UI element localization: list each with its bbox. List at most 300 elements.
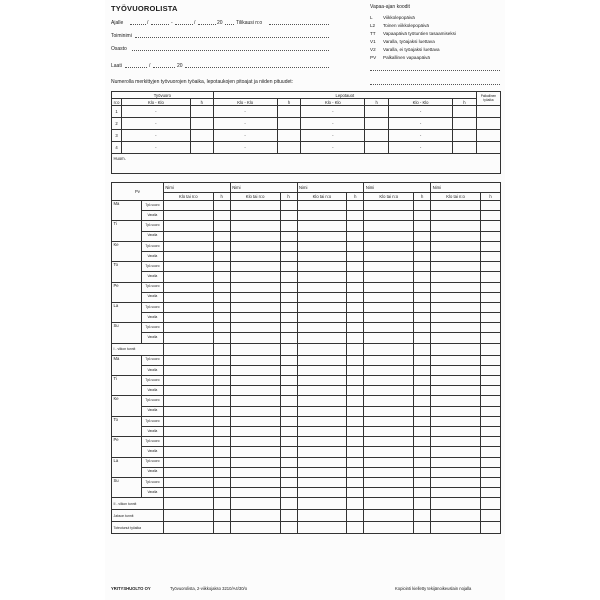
hours-entry-cell[interactable] xyxy=(280,262,297,272)
hours-entry-cell[interactable] xyxy=(480,467,500,477)
hours-entry-cell[interactable] xyxy=(414,262,431,272)
shift-entry-cell[interactable] xyxy=(431,355,481,365)
hours-entry-cell[interactable] xyxy=(347,313,364,323)
hours-entry-cell[interactable] xyxy=(213,262,230,272)
hours-entry-cell[interactable] xyxy=(347,522,364,534)
hours-entry-cell[interactable] xyxy=(213,365,230,375)
break-time-cell[interactable]: - xyxy=(213,118,277,130)
shift-entry-cell[interactable] xyxy=(297,365,347,375)
shift-entry-cell[interactable] xyxy=(364,396,414,406)
shift-entry-cell[interactable] xyxy=(364,437,414,447)
hours-entry-cell[interactable] xyxy=(213,323,230,333)
shift-entry-cell[interactable] xyxy=(230,221,280,231)
shift-entry-cell[interactable] xyxy=(431,457,481,467)
break-time-cell[interactable]: - xyxy=(213,142,277,154)
year-field[interactable] xyxy=(225,20,234,25)
hours-entry-cell[interactable] xyxy=(414,386,431,396)
hours-entry-cell[interactable] xyxy=(213,498,230,510)
break-time-cell[interactable]: - xyxy=(389,118,453,130)
paid-hours-cell[interactable] xyxy=(476,106,500,118)
hours-entry-cell[interactable] xyxy=(480,211,500,221)
break-time-cell[interactable]: - xyxy=(301,118,365,130)
hours-entry-cell[interactable] xyxy=(480,406,500,416)
shift-entry-cell[interactable] xyxy=(163,467,213,477)
hours-entry-cell[interactable] xyxy=(414,211,431,221)
hours-entry-cell[interactable] xyxy=(213,510,230,522)
shift-entry-cell[interactable] xyxy=(163,510,213,522)
shift-entry-cell[interactable] xyxy=(230,282,280,292)
shift-entry-cell[interactable] xyxy=(364,386,414,396)
hours-entry-cell[interactable] xyxy=(480,416,500,426)
hours-cell[interactable] xyxy=(190,142,213,154)
hours-entry-cell[interactable] xyxy=(213,406,230,416)
hours-entry-cell[interactable] xyxy=(347,262,364,272)
shift-entry-cell[interactable] xyxy=(431,426,481,436)
employee-name-field[interactable] xyxy=(230,183,297,193)
hours-entry-cell[interactable] xyxy=(414,333,431,343)
hours-entry-cell[interactable] xyxy=(213,201,230,211)
hours-entry-cell[interactable] xyxy=(280,477,297,487)
shift-entry-cell[interactable] xyxy=(230,406,280,416)
shift-entry-cell[interactable] xyxy=(230,416,280,426)
shift-entry-cell[interactable] xyxy=(163,522,213,534)
shift-entry-cell[interactable] xyxy=(431,272,481,282)
hours-entry-cell[interactable] xyxy=(213,447,230,457)
shift-entry-cell[interactable] xyxy=(230,396,280,406)
hours-entry-cell[interactable] xyxy=(347,437,364,447)
shift-entry-cell[interactable] xyxy=(297,396,347,406)
codes-extra-field[interactable] xyxy=(370,66,500,71)
shift-entry-cell[interactable] xyxy=(297,386,347,396)
break-time-cell[interactable]: - xyxy=(389,142,453,154)
hours-entry-cell[interactable] xyxy=(280,292,297,302)
shift-entry-cell[interactable] xyxy=(297,498,347,510)
hours-entry-cell[interactable] xyxy=(480,221,500,231)
shift-entry-cell[interactable] xyxy=(297,201,347,211)
shift-entry-cell[interactable] xyxy=(297,343,347,355)
shift-entry-cell[interactable] xyxy=(163,333,213,343)
shift-entry-cell[interactable] xyxy=(230,488,280,498)
hours-entry-cell[interactable] xyxy=(280,221,297,231)
hours-entry-cell[interactable] xyxy=(213,376,230,386)
hours-entry-cell[interactable] xyxy=(213,333,230,343)
hours-entry-cell[interactable] xyxy=(347,241,364,251)
hours-entry-cell[interactable] xyxy=(347,365,364,375)
shift-entry-cell[interactable] xyxy=(297,333,347,343)
shift-entry-cell[interactable] xyxy=(431,333,481,343)
hours-entry-cell[interactable] xyxy=(213,302,230,312)
shift-entry-cell[interactable] xyxy=(163,211,213,221)
hours-cell[interactable] xyxy=(365,130,389,142)
shift-entry-cell[interactable] xyxy=(163,302,213,312)
ajalle-month-field[interactable] xyxy=(151,20,169,25)
shift-entry-cell[interactable] xyxy=(163,323,213,333)
shift-entry-cell[interactable] xyxy=(230,522,280,534)
shift-entry-cell[interactable] xyxy=(297,355,347,365)
hours-entry-cell[interactable] xyxy=(280,457,297,467)
hours-entry-cell[interactable] xyxy=(280,333,297,343)
hours-entry-cell[interactable] xyxy=(280,522,297,534)
shift-entry-cell[interactable] xyxy=(364,477,414,487)
employee-name-field[interactable] xyxy=(163,183,230,193)
shift-entry-cell[interactable] xyxy=(364,313,414,323)
shift-entry-cell[interactable] xyxy=(364,231,414,241)
shift-entry-cell[interactable] xyxy=(364,343,414,355)
hours-entry-cell[interactable] xyxy=(414,437,431,447)
shift-entry-cell[interactable] xyxy=(431,251,481,261)
hours-entry-cell[interactable] xyxy=(414,467,431,477)
hours-entry-cell[interactable] xyxy=(414,313,431,323)
hours-entry-cell[interactable] xyxy=(414,416,431,426)
shift-entry-cell[interactable] xyxy=(431,211,481,221)
hours-entry-cell[interactable] xyxy=(414,447,431,457)
shift-entry-cell[interactable] xyxy=(230,201,280,211)
hours-entry-cell[interactable] xyxy=(347,396,364,406)
hours-entry-cell[interactable] xyxy=(414,376,431,386)
shift-entry-cell[interactable] xyxy=(230,343,280,355)
shift-entry-cell[interactable] xyxy=(230,437,280,447)
hours-entry-cell[interactable] xyxy=(347,447,364,457)
shift-entry-cell[interactable] xyxy=(431,323,481,333)
hours-entry-cell[interactable] xyxy=(213,272,230,282)
hours-entry-cell[interactable] xyxy=(213,241,230,251)
hours-entry-cell[interactable] xyxy=(480,365,500,375)
shift-entry-cell[interactable] xyxy=(364,426,414,436)
hours-cell[interactable] xyxy=(453,118,477,130)
hours-entry-cell[interactable] xyxy=(414,302,431,312)
hours-entry-cell[interactable] xyxy=(280,447,297,457)
hours-entry-cell[interactable] xyxy=(280,282,297,292)
hours-entry-cell[interactable] xyxy=(213,426,230,436)
hours-entry-cell[interactable] xyxy=(213,251,230,261)
shift-entry-cell[interactable] xyxy=(230,313,280,323)
shift-entry-cell[interactable] xyxy=(297,211,347,221)
shift-entry-cell[interactable] xyxy=(364,262,414,272)
shift-entry-cell[interactable] xyxy=(230,510,280,522)
hours-entry-cell[interactable] xyxy=(213,282,230,292)
shift-entry-cell[interactable] xyxy=(364,292,414,302)
hours-entry-cell[interactable] xyxy=(213,386,230,396)
shift-entry-cell[interactable] xyxy=(364,241,414,251)
hours-entry-cell[interactable] xyxy=(414,355,431,365)
shift-entry-cell[interactable] xyxy=(364,416,414,426)
hours-entry-cell[interactable] xyxy=(414,343,431,355)
hours-entry-cell[interactable] xyxy=(280,396,297,406)
hours-entry-cell[interactable] xyxy=(480,498,500,510)
shift-entry-cell[interactable] xyxy=(431,477,481,487)
shift-entry-cell[interactable] xyxy=(230,498,280,510)
hours-entry-cell[interactable] xyxy=(280,313,297,323)
shift-entry-cell[interactable] xyxy=(431,231,481,241)
shift-entry-cell[interactable] xyxy=(297,241,347,251)
toiminimi-field[interactable] xyxy=(135,33,329,38)
paid-hours-cell[interactable] xyxy=(476,130,500,142)
shift-entry-cell[interactable] xyxy=(230,262,280,272)
hours-entry-cell[interactable] xyxy=(347,231,364,241)
hours-entry-cell[interactable] xyxy=(480,343,500,355)
shift-entry-cell[interactable] xyxy=(230,376,280,386)
hours-cell[interactable] xyxy=(190,106,213,118)
shift-entry-cell[interactable] xyxy=(364,201,414,211)
shift-entry-cell[interactable] xyxy=(431,416,481,426)
shift-time-cell[interactable]: - xyxy=(121,142,190,154)
shift-entry-cell[interactable] xyxy=(431,406,481,416)
hours-entry-cell[interactable] xyxy=(414,282,431,292)
shift-entry-cell[interactable] xyxy=(297,477,347,487)
hours-entry-cell[interactable] xyxy=(347,467,364,477)
shift-entry-cell[interactable] xyxy=(297,522,347,534)
hours-entry-cell[interactable] xyxy=(480,488,500,498)
hours-entry-cell[interactable] xyxy=(280,211,297,221)
shift-entry-cell[interactable] xyxy=(163,396,213,406)
shift-entry-cell[interactable] xyxy=(431,522,481,534)
shift-entry-cell[interactable] xyxy=(364,323,414,333)
employee-name-field[interactable] xyxy=(297,183,364,193)
hours-entry-cell[interactable] xyxy=(347,376,364,386)
hours-entry-cell[interactable] xyxy=(213,292,230,302)
hours-entry-cell[interactable] xyxy=(213,416,230,426)
hours-entry-cell[interactable] xyxy=(480,426,500,436)
shift-entry-cell[interactable] xyxy=(431,282,481,292)
break-time-cell[interactable]: - xyxy=(389,130,453,142)
shift-entry-cell[interactable] xyxy=(431,365,481,375)
hours-entry-cell[interactable] xyxy=(414,221,431,231)
hours-entry-cell[interactable] xyxy=(414,365,431,375)
hours-entry-cell[interactable] xyxy=(347,282,364,292)
hours-entry-cell[interactable] xyxy=(280,241,297,251)
shift-entry-cell[interactable] xyxy=(364,282,414,292)
hours-entry-cell[interactable] xyxy=(347,498,364,510)
shift-entry-cell[interactable] xyxy=(297,231,347,241)
shift-entry-cell[interactable] xyxy=(163,437,213,447)
shift-entry-cell[interactable] xyxy=(297,426,347,436)
shift-entry-cell[interactable] xyxy=(230,241,280,251)
shift-entry-cell[interactable] xyxy=(230,386,280,396)
shift-entry-cell[interactable] xyxy=(364,221,414,231)
hours-entry-cell[interactable] xyxy=(480,386,500,396)
shift-entry-cell[interactable] xyxy=(163,231,213,241)
shift-entry-cell[interactable] xyxy=(431,343,481,355)
shift-entry-cell[interactable] xyxy=(230,426,280,436)
shift-entry-cell[interactable] xyxy=(431,498,481,510)
shift-entry-cell[interactable] xyxy=(431,376,481,386)
break-time-cell[interactable]: - xyxy=(213,130,277,142)
hours-entry-cell[interactable] xyxy=(480,437,500,447)
hours-entry-cell[interactable] xyxy=(280,251,297,261)
shift-entry-cell[interactable] xyxy=(431,241,481,251)
shift-entry-cell[interactable] xyxy=(364,211,414,221)
hours-entry-cell[interactable] xyxy=(213,457,230,467)
hours-cell[interactable] xyxy=(365,118,389,130)
shift-entry-cell[interactable] xyxy=(163,416,213,426)
hours-entry-cell[interactable] xyxy=(213,522,230,534)
hours-entry-cell[interactable] xyxy=(347,416,364,426)
shift-entry-cell[interactable] xyxy=(364,302,414,312)
shift-entry-cell[interactable] xyxy=(364,488,414,498)
shift-entry-cell[interactable] xyxy=(297,282,347,292)
shift-entry-cell[interactable] xyxy=(163,376,213,386)
shift-entry-cell[interactable] xyxy=(230,365,280,375)
shift-entry-cell[interactable] xyxy=(297,221,347,231)
hours-entry-cell[interactable] xyxy=(213,231,230,241)
shift-entry-cell[interactable] xyxy=(364,365,414,375)
shift-entry-cell[interactable] xyxy=(163,272,213,282)
hours-entry-cell[interactable] xyxy=(480,302,500,312)
huom-notes-field[interactable] xyxy=(112,154,501,174)
shift-entry-cell[interactable] xyxy=(163,201,213,211)
shift-time-cell[interactable]: - xyxy=(121,118,190,130)
shift-entry-cell[interactable] xyxy=(163,498,213,510)
shift-entry-cell[interactable] xyxy=(364,376,414,386)
hours-cell[interactable] xyxy=(453,106,477,118)
hours-entry-cell[interactable] xyxy=(213,437,230,447)
hours-entry-cell[interactable] xyxy=(480,447,500,457)
ajalle-day-field[interactable] xyxy=(130,20,149,26)
hours-entry-cell[interactable] xyxy=(280,498,297,510)
shift-entry-cell[interactable] xyxy=(297,457,347,467)
hours-entry-cell[interactable] xyxy=(347,343,364,355)
shift-entry-cell[interactable] xyxy=(230,477,280,487)
shift-entry-cell[interactable] xyxy=(163,262,213,272)
shift-entry-cell[interactable] xyxy=(297,510,347,522)
hours-entry-cell[interactable] xyxy=(347,477,364,487)
hours-entry-cell[interactable] xyxy=(414,522,431,534)
hours-entry-cell[interactable] xyxy=(347,251,364,261)
hours-entry-cell[interactable] xyxy=(347,510,364,522)
hours-entry-cell[interactable] xyxy=(280,355,297,365)
hours-entry-cell[interactable] xyxy=(480,323,500,333)
hours-entry-cell[interactable] xyxy=(213,467,230,477)
shift-entry-cell[interactable] xyxy=(297,262,347,272)
employee-name-field[interactable] xyxy=(364,183,431,193)
shift-entry-cell[interactable] xyxy=(297,416,347,426)
hours-cell[interactable] xyxy=(453,130,477,142)
shift-entry-cell[interactable] xyxy=(364,333,414,343)
shift-entry-cell[interactable] xyxy=(297,313,347,323)
shift-entry-cell[interactable] xyxy=(230,302,280,312)
hours-entry-cell[interactable] xyxy=(347,386,364,396)
laati-day-field[interactable] xyxy=(125,63,147,68)
hours-entry-cell[interactable] xyxy=(480,201,500,211)
hours-entry-cell[interactable] xyxy=(347,323,364,333)
instruction-extra-field[interactable] xyxy=(370,80,500,85)
hours-cell[interactable] xyxy=(277,106,301,118)
shift-entry-cell[interactable] xyxy=(163,241,213,251)
shift-entry-cell[interactable] xyxy=(163,426,213,436)
hours-entry-cell[interactable] xyxy=(347,292,364,302)
ajalle-end-day-field[interactable] xyxy=(175,20,196,26)
shift-entry-cell[interactable] xyxy=(297,488,347,498)
shift-entry-cell[interactable] xyxy=(163,355,213,365)
hours-entry-cell[interactable] xyxy=(414,477,431,487)
hours-entry-cell[interactable] xyxy=(480,396,500,406)
shift-entry-cell[interactable] xyxy=(364,355,414,365)
hours-entry-cell[interactable] xyxy=(414,241,431,251)
osasto-field[interactable] xyxy=(132,46,329,51)
shift-entry-cell[interactable] xyxy=(163,282,213,292)
hours-entry-cell[interactable] xyxy=(480,522,500,534)
break-time-cell[interactable]: - xyxy=(301,106,365,118)
shift-entry-cell[interactable] xyxy=(163,457,213,467)
hours-cell[interactable] xyxy=(190,130,213,142)
hours-entry-cell[interactable] xyxy=(280,437,297,447)
hours-entry-cell[interactable] xyxy=(213,477,230,487)
hours-cell[interactable] xyxy=(277,142,301,154)
hours-entry-cell[interactable] xyxy=(347,221,364,231)
hours-entry-cell[interactable] xyxy=(280,231,297,241)
hours-entry-cell[interactable] xyxy=(280,406,297,416)
shift-entry-cell[interactable] xyxy=(431,467,481,477)
shift-entry-cell[interactable] xyxy=(364,467,414,477)
hours-entry-cell[interactable] xyxy=(213,396,230,406)
hours-entry-cell[interactable] xyxy=(347,488,364,498)
hours-cell[interactable] xyxy=(277,130,301,142)
shift-entry-cell[interactable] xyxy=(431,313,481,323)
hours-entry-cell[interactable] xyxy=(480,241,500,251)
hours-entry-cell[interactable] xyxy=(347,302,364,312)
hours-cell[interactable] xyxy=(190,118,213,130)
shift-entry-cell[interactable] xyxy=(364,272,414,282)
shift-entry-cell[interactable] xyxy=(364,251,414,261)
shift-entry-cell[interactable] xyxy=(163,477,213,487)
hours-entry-cell[interactable] xyxy=(480,231,500,241)
shift-entry-cell[interactable] xyxy=(431,292,481,302)
employee-name-field[interactable] xyxy=(431,183,501,193)
hours-entry-cell[interactable] xyxy=(480,262,500,272)
hours-entry-cell[interactable] xyxy=(414,231,431,241)
shift-entry-cell[interactable] xyxy=(230,333,280,343)
hours-entry-cell[interactable] xyxy=(213,355,230,365)
shift-entry-cell[interactable] xyxy=(431,221,481,231)
hours-entry-cell[interactable] xyxy=(347,457,364,467)
shift-entry-cell[interactable] xyxy=(163,447,213,457)
shift-entry-cell[interactable] xyxy=(364,447,414,457)
hours-entry-cell[interactable] xyxy=(480,457,500,467)
shift-entry-cell[interactable] xyxy=(297,437,347,447)
shift-entry-cell[interactable] xyxy=(163,292,213,302)
shift-entry-cell[interactable] xyxy=(230,447,280,457)
hours-entry-cell[interactable] xyxy=(414,457,431,467)
shift-entry-cell[interactable] xyxy=(431,488,481,498)
shift-entry-cell[interactable] xyxy=(297,323,347,333)
shift-entry-cell[interactable] xyxy=(364,510,414,522)
shift-entry-cell[interactable] xyxy=(163,221,213,231)
hours-entry-cell[interactable] xyxy=(480,272,500,282)
shift-entry-cell[interactable] xyxy=(230,211,280,221)
hours-cell[interactable] xyxy=(453,142,477,154)
ajalle-end-month-field[interactable] xyxy=(198,20,216,25)
hours-entry-cell[interactable] xyxy=(414,488,431,498)
hours-entry-cell[interactable] xyxy=(414,498,431,510)
shift-entry-cell[interactable] xyxy=(297,251,347,261)
hours-entry-cell[interactable] xyxy=(414,396,431,406)
shift-time-cell[interactable]: - xyxy=(121,130,190,142)
hours-entry-cell[interactable] xyxy=(480,376,500,386)
shift-entry-cell[interactable] xyxy=(230,231,280,241)
break-time-cell[interactable]: - xyxy=(213,106,277,118)
break-time-cell[interactable]: - xyxy=(301,130,365,142)
hours-entry-cell[interactable] xyxy=(280,343,297,355)
shift-entry-cell[interactable] xyxy=(431,447,481,457)
shift-entry-cell[interactable] xyxy=(163,365,213,375)
shift-entry-cell[interactable] xyxy=(364,498,414,510)
paid-hours-cell[interactable] xyxy=(476,118,500,130)
shift-entry-cell[interactable] xyxy=(230,251,280,261)
shift-entry-cell[interactable] xyxy=(230,457,280,467)
paid-hours-cell[interactable] xyxy=(476,142,500,154)
hours-entry-cell[interactable] xyxy=(414,272,431,282)
shift-entry-cell[interactable] xyxy=(163,251,213,261)
